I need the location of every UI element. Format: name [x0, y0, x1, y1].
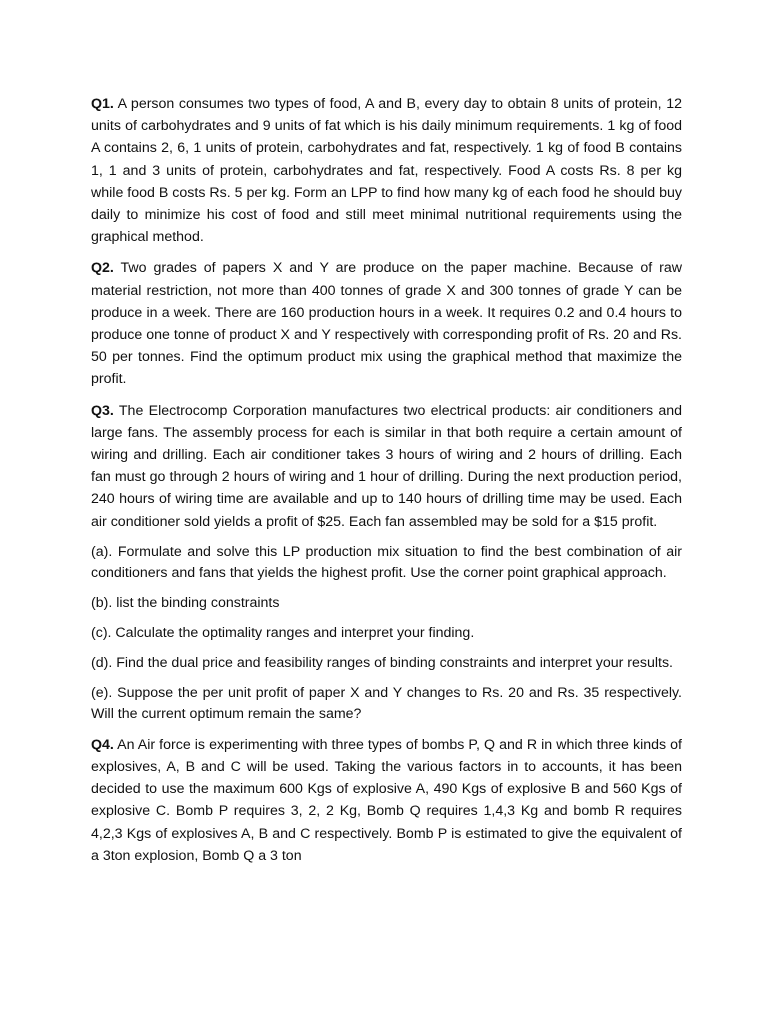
question-3-number: Q3.: [91, 402, 114, 419]
question-3: [91, 400, 682, 533]
question-1-number: Q1.: [91, 96, 114, 112]
question-1: [91, 93, 682, 248]
question-3-part-c: (c). Calculate the optimality ranges and interpret your finding.: [91, 624, 475, 641]
question-4-text: An Air force is experimenting with three types of bombs P, Q and R in which three kinds of explosives, A, B and C will be used. Taking the various factors in to accounts, it has been decided to use the maximum 600 Kgs of explosive A, 490 Kgs of explosive B and 560 Kgs of explosive C. Bomb P requires 3, 2, 2 Kg, Bomb Q requires 1,4,3 Kg and bomb R requires 4,2,3 Kgs of explosives A, B and C respectively. Bomb P is estimated to give the equivalent of a 3ton explosion, Bomb Q a 3 ton: [91, 736, 682, 864]
question-3-part-b: (b). list the binding constraints: [91, 594, 280, 611]
question-2-text: Two grades of papers X and Y are produce on the paper machine. Because of raw material restriction, not more than 400 tonnes of grade X and 300 tonnes of grade Y can be produce in a week. There are 160 production hours in a week. It requires 0.2 and 0.4 hours to produce one tonne of product X and Y respectively with corresponding profit of Rs. 20 and Rs. 50 per tonnes. Find the optimum product mix using the graphical method that maximize the profit.: [91, 260, 683, 388]
question-3-part-d: (d). Find the dual price and feasibility ranges of binding constraints and interpret your results.: [91, 654, 673, 671]
question-3-part-a: (a). Formulate and solve this LP production mix situation to find the best combination of air conditioners and fans that yields the highest profit. Use the corner point graphical approach.: [91, 543, 682, 581]
question-2-number: Q2.: [91, 260, 114, 277]
question-4: [91, 734, 682, 867]
question-1-text: A person consumes two types of food, A and B, every day to obtain 8 units of protein, 12 units of carbohydrates and 9 units of fat which is his daily minimum requirements. 1 kg of food A contains 2, 6, 1 units of protein, carbohydrates and fat, respectively. 1 kg of food B contains 1, 1 and 3 units of protein, carbohydrates and fat, respectively. Food A costs Rs. 8 per kg while food B costs Rs. 5 per kg. Form an LPP to find how many kg of each food he should buy daily to minimize his cost of food and still meet minimal nutritional requirements using the graphical method.: [91, 96, 682, 246]
question-3-text: The Electrocomp Corporation manufactures two electrical products: air conditioners and large fans. The assembly process for each is similar in that both require a certain amount of wiring and drilling. Each air conditioner takes 3 hours of wiring and 2 hours of drilling. Each fan must go through 2 hours of wiring and 1 hour of drilling. During the next production period, 240 hours of wiring time are available and up to 140 hours of drilling time may be used. Each air conditioner sold yields a profit of $25. Each fan assembled may be sold for a $15 profit.: [91, 402, 683, 530]
question-2: [91, 257, 682, 390]
question-3-part-e: (e). Suppose the per unit profit of paper X and Y changes to Rs. 20 and Rs. 35 respectively. Will the current optimum remain the same?: [91, 684, 682, 722]
question-4-number: Q4.: [91, 736, 114, 753]
